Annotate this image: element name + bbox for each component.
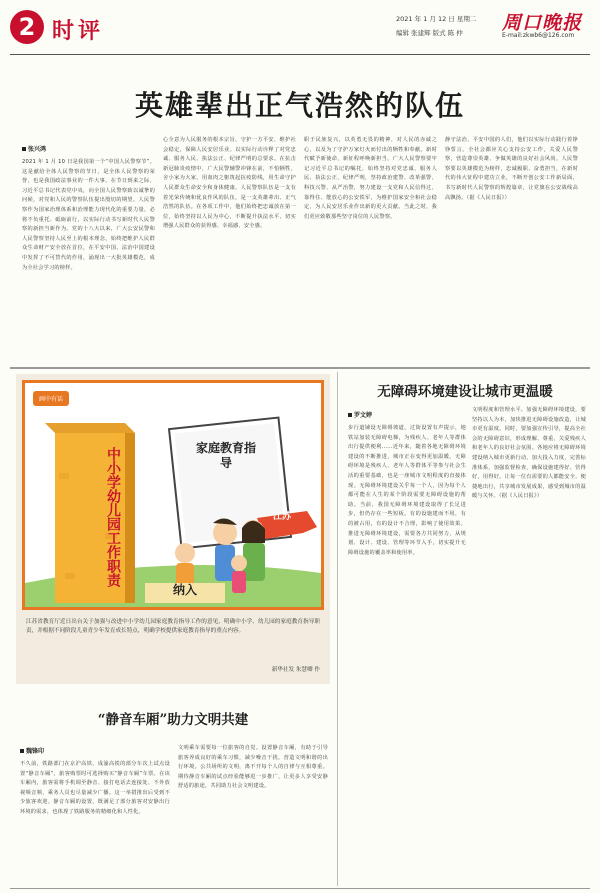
cartoon-image <box>22 380 324 610</box>
right-article-author: 罗文婷 <box>354 412 373 419</box>
main-article-column-2: 心全意为人民服务的根本宗旨，守护一方平安，维护社会稳定，保障人民安居乐业。以实际行动诠释了对党忠诚、服务人民、执法公正、纪律严明的总要求。在抗击新冠肺炎疫情中，广大民警辅警冲锋在前，不怕牺牲，舍小家为大家，用血肉之躯筑起抗疫防线，用生命守护人民群众生命安全和身体健康。人民警察队伍是一支有着光荣传统和优良作风的队伍，是一支英雄辈出、正气浩然的队伍。在各项工作中，他们始终把忠诚放在第一位，始终坚持以人民为中心，不断提升执法水平，切实增强人民群众的获得感、幸福感、安全感。 <box>163 137 296 230</box>
bottom-article-column-1: 不久前，铁路部门在京沪高铁、成渝高铁的部分车次上试点设置“静音车厢”，旅客购票时可选择购买“静音车厢”车票。在该车厢内，旅客需将手机调至静音、接打电话去连接处、不外放视频音频，乘务人员也尽量减少广播。这一举措推出后受到不少旅客欢迎。静音车厢的设置，既满足了部分旅客对安静出行环境的需求，也体现了铁路服务的精细化和人性化。 <box>20 761 170 815</box>
byline-marker-icon <box>22 147 26 151</box>
main-article-column-1: 2021 年 1 月 10 日是我国第一个“中国人民警察节”。这是献给全体人民警察的节日，是全体人民警察的荣誉，也是我国政法事业的一件大事。在节日到来之际，习近平总书记代表党中央，向全国人民警察致以诚挚的问候，对党和人民的警察队伍提出殷切的期望。人民警察作为国家治理体系和治理能力现代化的重要力量，必将不负重托、砥砺前行，以实际行动书写新时代人民警察的新担当新作为。党的十八大以来，广大公安民警和人民警察坚持人民至上的根本理念，始终把维护人民群众生命财产安全放在首位，在平安中国、法治中国建设中发挥了不可替代的作用，涌现出一大批英雄模范，成为全社会学习的榜样。 <box>22 159 155 271</box>
page-header <box>0 0 600 62</box>
right-article <box>340 376 590 872</box>
main-article <box>0 62 600 370</box>
section-divider <box>10 367 590 369</box>
book-title: 家庭教育指导 <box>195 441 256 470</box>
main-article-title: 英雄辈出正气浩然的队伍 <box>134 89 465 122</box>
bottom-article <box>10 690 336 886</box>
section-label: 时评 <box>52 19 105 44</box>
pillar-label: 中小学幼儿园工作职责 <box>105 447 121 587</box>
issue-date: 2021 年 1 月 12 日 星期二 <box>396 15 477 23</box>
brand-logo: 周口晚报 <box>502 12 583 34</box>
bottom-label: 纳入 <box>172 583 197 597</box>
main-article-column-4: 静守法治、平安中国的人们，他们以实际行动践行着铮铮誓言。全社会都应关心支持公安工作，关爱人民警察，营造尊崇英雄、争做英雄的良好社会风尚。人民警察要以英雄模范为榜样，忠诚履职、奋勇担当，在新时代的伟大征程中建功立业，不断开创公安工作新局面，书写新时代人民警察的辉煌篇章，让党旗在公安战线高高飘扬。（据《人民日报》） <box>445 137 578 201</box>
cartoon-tag: 画中有话 <box>33 391 69 406</box>
contact-email: E-mail:zkwb6@126.com <box>502 32 575 39</box>
byline-marker-icon <box>348 413 352 417</box>
bottom-article-column-2: 文明乘车需要每一位旅客的自觉。设置静音车厢，有助于引导旅客养成良好的乘车习惯，减少噪音干扰，营造文明和谐的出行环境。公共场所的文明，离不开每个人的自律与互相尊重。期待静音车厢的试点经验能够进一步推广，让更多人享受安静舒适的旅途，共同助力社会文明建设。 <box>178 745 328 790</box>
main-article-byline <box>22 144 46 153</box>
cartoon-credit: 新华社发 朱慧卿 作 <box>271 667 320 673</box>
right-article-title: 无障碍环境建设让城市更温暖 <box>377 384 553 400</box>
main-article-column-3: 职于民族复兴，以英勇无畏的精神，对人民的赤诚之心，以及为了守护万家灯火而付出的牺牲和奉献。新时代赋予新使命，新征程呼唤新担当。广大人民警察要牢记习近平总书记的嘱托，始终坚持对党忠诚、服务人民、执法公正、纪律严明，坚持政治建警、改革强警、科技兴警、从严治警，努力建设一支党和人民信得过、靠得住、能放心的公安铁军，为维护国家安全和社会稳定、为人民安居乐业作出新的更大贡献。当此之时，我们更应致敬那些坚守岗位的人民警察。 <box>304 137 437 220</box>
right-article-column-1: 步行道铺设无障碍坡道，过街设置有声提示，地铁站加装无障碍电梯，为残疾人、老年人等群体出行提供便利……近年来，随着各地无障碍环境建设的不断推进，城市正在变得更加温暖。无障碍环境是残疾人、老年人等群体平等参与社会生活的重要基础，也是一座城市文明程度的直接体现。无障碍环境建设关乎每一个人，因为每个人都可能在人生的某个阶段需要无障碍设施的帮助。当前，我国无障碍环境建设取得了长足进步，但仍存在一些短板。有的设施建而不用，有的被占用，有的设计不合理，影响了使用效果。推进无障碍环境建设，需要各方共同努力，从规划、设计、建设、管理等环节入手，切实提升无障碍设施的覆盖率和使用率。 <box>348 425 466 556</box>
right-article-column-2: 文明程度和管理水平。加强无障碍环境建设，要坚持以人为本，加快推进无障碍设施改造，让城市更有温度。同时，要加强宣传引导，提高全社会的无障碍意识，形成理解、尊重、关爱残疾人和老年人的良好社会氛围。各地应将无障碍环境建设纳入城市更新行动，加大投入力度，完善标准体系，加强监督检查，确保设施建得好、管得好、用得好。让每一位有需要的人都能安全、便捷地出行，共享城市发展成果，感受到城市的温暖与关怀。（据《人民日报》） <box>472 407 586 500</box>
main-article-author: 张兴鸿 <box>28 146 47 153</box>
province-label: 江苏 <box>273 512 292 522</box>
page-number-badge <box>10 10 44 44</box>
page-number: 2 <box>18 13 36 41</box>
cartoon-panel <box>16 374 330 684</box>
byline-marker-icon <box>20 749 24 753</box>
footer-rule <box>10 888 590 889</box>
bottom-article-author: 魏锋印 <box>26 748 45 755</box>
right-article-byline <box>348 410 372 419</box>
bottom-article-byline <box>20 746 44 755</box>
header-divider <box>10 54 590 55</box>
cartoon-caption: 江苏省教育厅近日出台关于加强与改进中小学幼儿园家庭教育指导工作的意见，明确中小学、幼儿园的家庭教育指导职责，并根据不同阶段儿童青少年发育成长特点，明确学校提供家庭教育指导的重点内容。 <box>26 619 320 635</box>
editor-line: 编辑 张建辉 版式 陈 仲 <box>396 29 463 37</box>
vertical-divider <box>337 372 338 886</box>
bottom-article-title: “静音车厢”助力文明共建 <box>97 712 249 728</box>
